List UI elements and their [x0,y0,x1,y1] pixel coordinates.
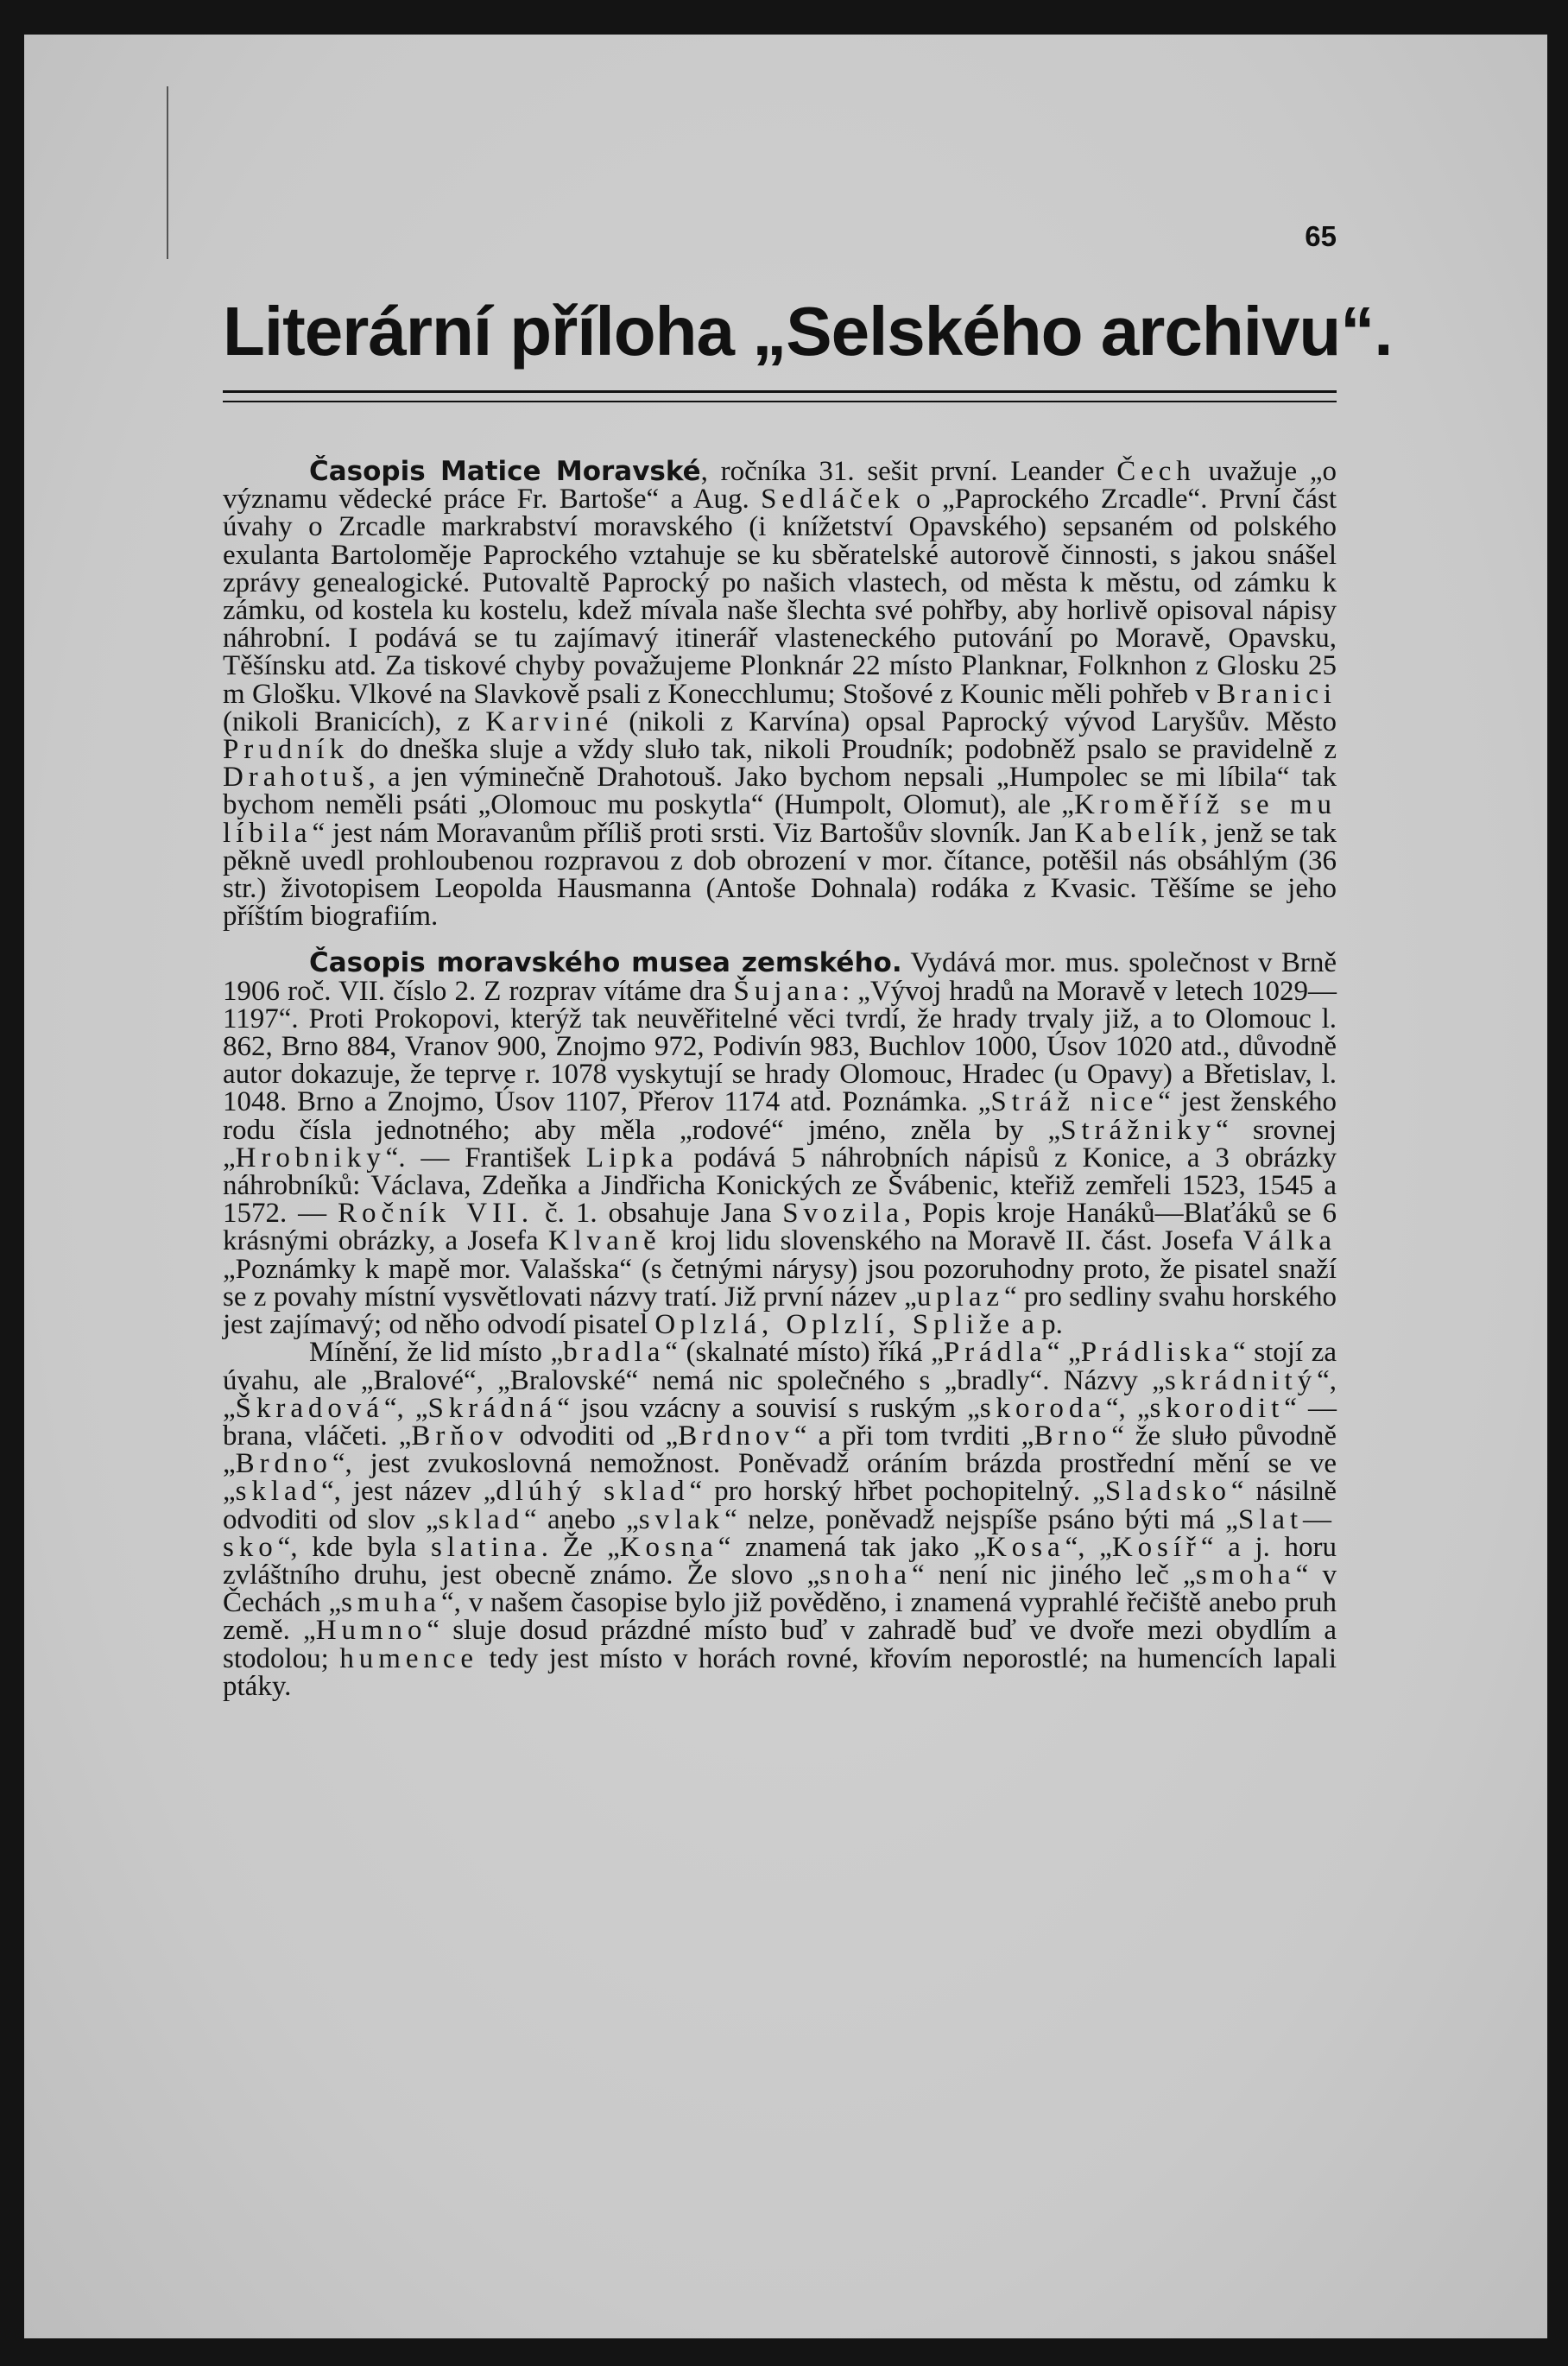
spaced-name: Sedláček [761,484,905,516]
spaced-name: Lipka [585,1142,679,1174]
spaced-name: Stráž nice [990,1086,1159,1118]
spaced-name: Hrobniky [235,1142,386,1174]
spaced-name: Brdnov [678,1420,794,1452]
spaced-name: Svozila [782,1198,904,1230]
spaced-name: Drahotuš [223,762,369,794]
page-number: 65 [1305,220,1337,252]
spaced-name: Prádliska [1080,1337,1233,1369]
spaced-name: Branici [1217,678,1337,710]
text-run: “ znamená tak jako „ [718,1531,987,1563]
text-run: č. 1. obsahuje Jana [534,1198,783,1230]
text-run: “ — brana, vláčeti. „ [223,1392,1337,1452]
text-run: “ „ [1046,1337,1081,1369]
title-rule-top [223,390,1337,393]
text-run: “, v našem časopise bylo již pověděno, i znamená vyprahlé řečiště anebo pruh země. „ [223,1587,1337,1647]
heading-casopis-musea: Časopis moravského musea zemského. [309,947,902,979]
text-run: “, „ [1105,1392,1150,1424]
text-run: , jenž se tak pěkně uvedl prohloubenou rozpravou z dob obrození v mor. čítance, potěšil nás obsáhlým (36 str.) životopisem Leopolda Hausmanna (Antoše Dohnala) rodáka z Kvasic. Těšíme se jeho příštím biografiím. [223,817,1337,933]
text-run: “ nelze, poněvadž nejspíše psáno býti má „ [724,1503,1238,1535]
spaced-name: Brno [1034,1420,1112,1452]
text-run: (nikoli Branicích), z [223,705,486,737]
text-run: “ násilně odvoditi od slov „ [223,1476,1337,1535]
text-run: kroj lidu slovenského na Moravě II. část. Josefa [661,1225,1243,1257]
spaced-name: Humno [315,1615,427,1647]
text-run: “ pro horský hřbet pochopitelný. „ [689,1476,1105,1508]
spaced-name: smoha [1195,1559,1296,1591]
text-run: “ a při tom tvrditi „ [793,1420,1034,1452]
spaced-name: uplaz [916,1281,1005,1313]
page-scan [24,35,1547,2338]
spaced-name: Oplzlá, Oplzlí, Spliže [654,1309,1015,1341]
text-run: “, „ [1065,1531,1112,1563]
spaced-name: Škradová [235,1392,384,1424]
paragraph-musea [223,947,1337,1341]
text-run: “, kde byla [277,1531,431,1563]
text-run: “, „ [383,1392,428,1424]
spaced-name: humence [339,1642,479,1674]
text-run: “ jest nám Moravanům příliš proti srsti. Viz Bartošův slovník. Jan [312,817,1075,849]
spaced-name: snoha [819,1559,912,1591]
scan-mark [167,86,168,259]
text-run: “ a j. horu zvláštního druhu, jest obecně známo. Že slovo „ [223,1531,1337,1591]
spaced-name: sklad [235,1476,322,1508]
spaced-name: slatina [430,1531,541,1563]
text-run: “ sluje dosud prázdné místo buď v zahradě buď ve dvoře mezi obydlím a stodolou; [223,1615,1337,1674]
text-run: Vydává mor. mus. společnost v Brně 1906 roč. VII. číslo 2. Z rozprav vítáme dra [223,947,1337,1007]
text-run: : „Vývoj hradů na Moravě v letech 1029—1197“. Proti Prokopovi, kterýž tak neuvěřitelné věci tvrdí, že hrady trvaly již, a to Olomouc l. 862, Brno 884, Vranov 900, Znojmo 972, Podivín 983, Buchlov 1000, Úsov 1020 atd., důvodně autor dokazuje, že teprve r. 1078 vyskytují se hrady Olomouc, Hradec (u Opavy) a Břetislav, l. 1048. Brno a Znojmo, Úsov 1107, Přerov 1174 atd. Poznámka. „ [223,975,1337,1118]
text-run: (nikoli z Karvína) opsal Paprocký vývod Laryšův. Město [613,705,1337,737]
spaced-name: Čech [1116,456,1196,487]
text-run: podává 5 náhrobních nápisů z Konice, a 3 obrázky náhrobníků: Václava, Zdeňka a Jindřicha Konických ze Švábenic, kteřiž zemřeli 1523, 1545 a 1572. — [223,1142,1337,1230]
spaced-name: dlúhý sklad [496,1476,690,1508]
text-run: “ v Čechách „ [223,1559,1337,1619]
spaced-name: Strážniky [1060,1114,1217,1146]
spaced-name: Brňov [411,1420,509,1452]
heading-casopis-matice: Časopis Matice Moravské [309,456,701,487]
text-run: a p. [1015,1309,1063,1341]
spaced-name: Brdno [235,1448,332,1480]
text-run: odvoditi od „ [508,1420,679,1452]
title-rule-bottom [223,401,1337,402]
text-run: Mínění, že lid místo „ [309,1337,564,1369]
paragraph-matice [223,456,1337,933]
spaced-name: Šujana [733,975,842,1007]
text-run: “, jest zvukoslovná nemožnost. Poněvadž oráním brázda prostřední mění se ve „ [223,1448,1337,1508]
spaced-name: skoroda [979,1392,1106,1424]
text-run: “. — František [385,1142,586,1174]
spaced-name: Skrádná [427,1392,558,1424]
spaced-name: Válka [1242,1225,1337,1257]
spaced-name: Klvaně [547,1225,661,1257]
text-run: “ stojí za úvahu, ale „Bralové“, „Bralovské“ nemá nic společného s „bradly“. Názvy „ [223,1337,1337,1396]
spaced-name: skrádnitý [1164,1364,1318,1396]
article-body [223,458,1337,1700]
spaced-name: sklad [438,1503,524,1535]
spaced-name: bradla [563,1337,666,1369]
spaced-name: Kabelík [1074,817,1201,849]
text-run: “ anebo „ [524,1503,639,1535]
text-run: uvažuje „o významu vědecké práce Fr. Bartoše“ a Aug. [223,456,1337,516]
spaced-name: smuha [341,1587,441,1619]
text-run: “ že sluło původně „ [223,1420,1337,1480]
text-run: “ není nic jiného leč „ [911,1559,1196,1591]
text-run: , a jen výminečně Drahotouš. Jako bychom nepsali „Humpolec se mi líbila“ tak bychom neměli psáti „Olomouc mu poskytla“ (Humpolt, Olomut), ale „ [223,762,1337,821]
text-run: , ročníka 31. sešit první. Leander [700,456,1117,487]
paragraph-mineni [223,1338,1337,1700]
spaced-name: Kosíř [1111,1531,1201,1563]
spaced-name: Slat—sko [223,1503,1337,1563]
text-run: , Popis kroje Hanáků—Blaťáků se 6 krásnými obrázky, a Josefa [223,1198,1337,1257]
text-run: “ jest ženského rodu čísla jednotného; aby měla „rodové“ jméno, zněla by „ [223,1086,1337,1146]
spaced-name: Sladsko [1104,1476,1231,1508]
text-run: . Že „ [541,1531,620,1563]
text-run: tedy jest místo v horách rovné, křovím neporostlé; na humencích lapali ptáky. [223,1642,1337,1702]
spaced-name: Prádla [943,1337,1047,1369]
text-run: do dneška sluje a vždy sluło tak, nikoli Proudník; podobněž psalo se pravidelně z [349,734,1337,766]
text-run: “, „ [223,1364,1337,1424]
text-run: “ srovnej „ [223,1114,1337,1174]
spaced-name: Ročník VII. [338,1198,534,1230]
spaced-name: Kroměříž se mu líbila [223,789,1337,849]
spaced-name: svlak [638,1503,725,1535]
spaced-name: Prudník [223,734,350,766]
text-run: “ pro sedliny svahu horského jest zajímavý; od něho odvodí pisatel [223,1281,1337,1341]
spaced-name: Kosa [986,1531,1065,1563]
spaced-name: Karviné [485,705,614,737]
text-run: “ jsou vzácny a souvisí s ruským „ [557,1392,980,1424]
spaced-name: skorodit [1149,1392,1285,1424]
text-run: “, jest název „ [321,1476,496,1508]
page-title: Literární příloha „Selského archivu“. [223,293,1393,370]
text-run: „Poznámky k mapě mor. Valašska“ (s četnými nárysy) jsou pozoruhodny proto, že pisatel snaží se z povahy místní vysvětlovati názvy tratí. Již první název „ [223,1253,1337,1313]
spaced-name: Kosna [619,1531,718,1563]
text-run: “ (skalnaté místo) říká „ [665,1337,944,1369]
text-run: o „Paprockého Zrcadle“. První část úvahy o Zrcadle markrabství moravského (i knížetství Opavského) sepsaném od polského exulanta Bartoloměje Paprockého vztahuje se ku sběratelské autorově činnosti, s jakou snášel zprávy genealogické. Putovaltě Paprocký po našich vlastech, od města k městu, od zámku k zámku, od kostela ku kostelu, kdež mívala naše šlechta své pohřby, aby horlivě opisoval nápisy náhrobní. I podává se tu zajímavý itinerář vlasteneckého putování po Moravě, Opavsku, Těšínsku atd. Za tiskové chyby považujeme Plonknár 22 místo Planknar, Folknhon z Glosku 25 m Glošku. Vlkové na Slavkově psali z Konecchlumu; Stošové z Kounic měli pohřeb v [223,484,1337,710]
